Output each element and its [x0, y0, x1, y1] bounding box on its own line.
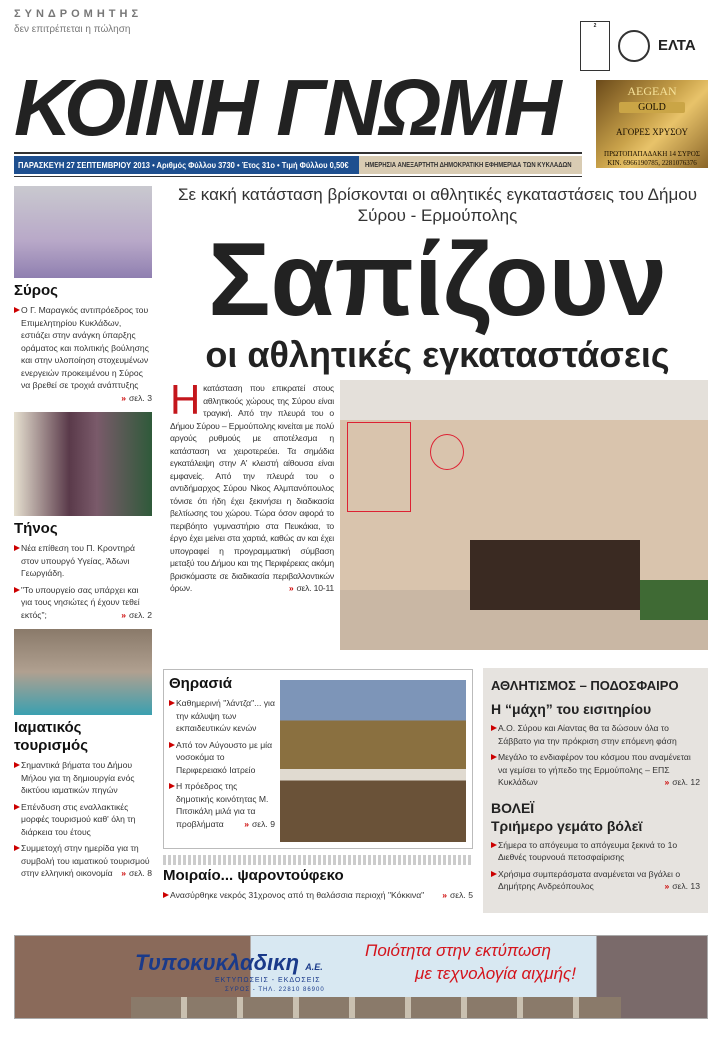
postal-box-number: 2 [593, 22, 597, 29]
section-title: ΒΟΛΕΪ [491, 799, 535, 816]
sports-box[interactable] [483, 668, 708, 913]
spring-photo [14, 629, 152, 715]
moiraio-story[interactable] [163, 867, 473, 902]
page-ref: » σελ. 8 [121, 867, 152, 880]
list-item: "Το υπουργείο σας υπάρχει και για τους νησιώτες ή έχουν τεθεί εκτός"; » σελ. 2 [14, 584, 152, 622]
tinos-photo [14, 412, 152, 516]
page-ref: » σελ. 12 [664, 776, 700, 789]
divider [14, 152, 582, 154]
print-shop-ad[interactable] [14, 935, 708, 1019]
list-item: Καθημερινή "λάντζα"... για την κάλυψη των εκπαιδευτικών κενών [169, 697, 275, 735]
list-item: Μεγάλο το ενδιαφέρον του κόσμου που αναμένεται να γεμίσει το γήπεδο της Ερμούπολης – ΕΠΣ Κυκλάδων » σελ. 12 [491, 751, 700, 789]
list-item: Ο Γ. Μαραγκός αντιπρόεδρος του Επιμελητηρίου Κυκλάδων, εστιάζει στην ανάγκη ύπαρξης οράματος και πολιτικής βούλησης και στην υλοποίηση στοχευμένων ενεργειών προκειμένου η Σύρος να βρεθεί σε τροχιά ανάπτυξης » σελ. 3 [14, 304, 152, 392]
ad-brand: Τυποκυκλαδικη [135, 950, 300, 975]
syros-story[interactable] [14, 282, 152, 404]
page-ref: » σελ. 5 [442, 889, 473, 902]
tagline: ΗΜΕΡΗΣΙΑ ΑΝΕΞΑΡΤΗΤΗ ΔΗΜΟΚΡΑΤΙΚΗ ΕΦΗΜΕΡΙΔΑ ΤΩΝ ΚΥΚΛΑΔΩΝ [365, 160, 572, 169]
page-ref: » σελ. 9 [244, 818, 275, 831]
ad-photo-strip [131, 997, 621, 1018]
story-title: Ιαματικός τουρισμός [14, 719, 89, 754]
page-ref: » σελ. 13 [664, 880, 700, 893]
masthead: ΚΟΙΝΗ ΓΝΩΜΗ [14, 63, 560, 152]
list-item: Α.Ο. Σύρου και Αίαντας θα τα δώσουν όλα το Σάββατο για την πρόκριση στην επόμενη φάση [491, 722, 700, 747]
tinos-story[interactable] [14, 520, 152, 621]
postal-logos [580, 18, 705, 73]
lead-headline-2-wrap [165, 334, 710, 376]
dateline: ΠΑΡΑΣΚΕΥΗ 27 ΣΕΠΤΕΜΒΡΙΟΥ 2013 • Αριθμός Φύλλου 3730 • Έτος 31ο • Τιμή Φύλλου 0,50€ [18, 160, 349, 170]
ad-slogan-2: με τεχνολογία αιχμής! [415, 964, 577, 983]
ad-contact: ΣΥΡΟΣ - ΤΗΛ. 22810 86900 [225, 987, 325, 993]
gold-ad-address: ΠΡΩΤΟΠΑΠΑΔΑΚΗ 14 ΣΥΡΟΣ [604, 149, 700, 158]
story-title: Τριήμερο γεμάτο βόλεϊ [491, 817, 643, 834]
page-ref: » σελ. 10-11 [289, 582, 334, 595]
section-title: ΑΘΛΗΤΙΣΜΟΣ – ΠΟΔΟΣΦΑΙΡΟ [491, 678, 679, 693]
ad-slogan: Ποιότητα στην εκτύπωση [365, 941, 551, 960]
list-item: Σημαντικά βήματα του Δήμου Μήλου για τη δημιουργία ενός δικτύου ιαματικών πηγών [14, 759, 152, 797]
masthead-wrap [14, 63, 582, 152]
left-column [14, 186, 152, 880]
story-title: Τήνος [14, 520, 58, 537]
ad-brand-suffix: Α.Ε. [305, 962, 323, 972]
thrasia-box[interactable] [163, 669, 473, 849]
drop-cap: Η [170, 376, 201, 423]
story-title: Η “μάχη” του εισιτηρίου [491, 701, 652, 717]
lead-headline-2: οι αθλητικές εγκαταστάσεις [205, 334, 670, 375]
tagline-box [359, 156, 582, 174]
list-item: Σήμερα το απόγευμα το απόγευμα ξεκινά το 1ο Διεθνές τουρνουά πετοσφαίρισης [491, 839, 700, 864]
gold-ad-ribbon: GOLD [638, 101, 666, 113]
dateline-bar [14, 156, 582, 174]
seal-icon [618, 30, 650, 62]
lead-headline[interactable]: Σαπίζουν [208, 222, 667, 338]
highlight-box [347, 422, 411, 512]
page-ref: » σελ. 3 [121, 392, 152, 405]
sports-facility-photo [340, 380, 708, 650]
syros-photo [14, 186, 152, 278]
gold-ad-phone: ΚΙΝ. 6966190785, 2281076376 [607, 158, 697, 167]
postal-box [580, 21, 610, 71]
lead-headline-wrap [165, 222, 710, 338]
lead-article: Ηκατάσταση που επικρατεί στους αθλητικούς χώρους της Σύρου είναι τραγική. Από την πλευρά του ο Δήμου Σύρου – Ερμούπολης κινείται με πολύ αργούς ρυθμούς με αποτέλεσμα η κατάσταση να χειροτερεύει. Τα σημάδια εγκατάλειψη στην Α' κλειστή αίθουσα είναι εμφανείς. Από την πλευρά του ο αντιδήμαρχος Σύρου Νίκος Αλμπανόπουλος τόνισε ότι ήδη έχει ξεκινήσει η διαδικασία βελτίωσης του χώρου. Τώρα όσον αφορά το περιβόητο γυμναστήριο στα Πευκάκια, το έργο έχει μείνει στα χαρτιά, καθώς αν και έχει υπογραφεί η προγραμματική σύμβαση μεταξύ του Δήμου και της Περιφέρειας ακόμη βρισκόμαστε σε διαδικασία περιβαλλοντικών όρων. » σελ. 10-11 [170, 382, 334, 595]
page-ref: » σελ. 2 [121, 609, 152, 622]
list-item: Η πρόεδρος της δημοτικής κοινότητας Μ. Πιτσικάλη μιλά για τα προβλήματα » σελ. 9 [169, 780, 275, 830]
subscriber-label: ΣΥΝΔΡΟΜΗΤΗΣ [14, 8, 143, 20]
elta-logo: ΕΛΤΑ [658, 37, 696, 54]
dateline-box [14, 156, 359, 174]
story-title: Μοιραίο... ψαροντούφεκο [163, 867, 344, 884]
gold-ad[interactable] [596, 80, 708, 168]
list-item: Ανασύρθηκε νεκρός 31χρονος από τη θαλάσσια περιοχή "Κόκκινα" » σελ. 5 [163, 889, 473, 902]
divider [14, 176, 582, 177]
thrasia-photo [280, 680, 466, 842]
list-item: Χρήσιμα συμπεράσματα αναμένεται να βγάλει ο Δημήτρης Ανδρεόπουλος » σελ. 13 [491, 868, 700, 893]
list-item: Συμμετοχή στην ημερίδα για τη συμβολή του ιαματικού τουρισμού στην ελληνική οικονομία » σελ. 8 [14, 842, 152, 880]
not-for-sale-label: δεν επιτρέπεται η πώληση [14, 24, 131, 35]
list-item: Από τον Αύγουστο με μία νοσοκόμα το Περιφερειακό Ιατρείο [169, 739, 275, 777]
highlight-circle [430, 434, 464, 470]
list-item: Επένδυση στις εναλλακτικές μορφές τουρισμού καθ' όλη τη διάρκεια του έτους [14, 801, 152, 839]
divider [163, 855, 473, 865]
list-item: Νέα επίθεση του Π. Κροντηρά στον υπουργό Υγείας, Άδωνι Γεωργιάδη. [14, 542, 152, 580]
ad-services: ΕΚΤΥΠΩΣΕΙΣ - ΕΚΔΟΣΕΙΣ [215, 977, 321, 984]
lead-subtitle: Σε κακή κατάσταση βρίσκονται οι αθλητικές εγκαταστάσεις του Δήμου Σύρου - Ερμούπολης [177, 185, 698, 225]
iamatikos-story[interactable] [14, 719, 152, 880]
gold-ad-brand: AEGEAN [627, 84, 677, 98]
gold-ad-service: ΑΓΟΡΕΣ ΧΡΥΣΟΥ [616, 127, 688, 138]
story-title: Θηρασιά [169, 675, 232, 692]
story-title: Σύρος [14, 282, 58, 299]
